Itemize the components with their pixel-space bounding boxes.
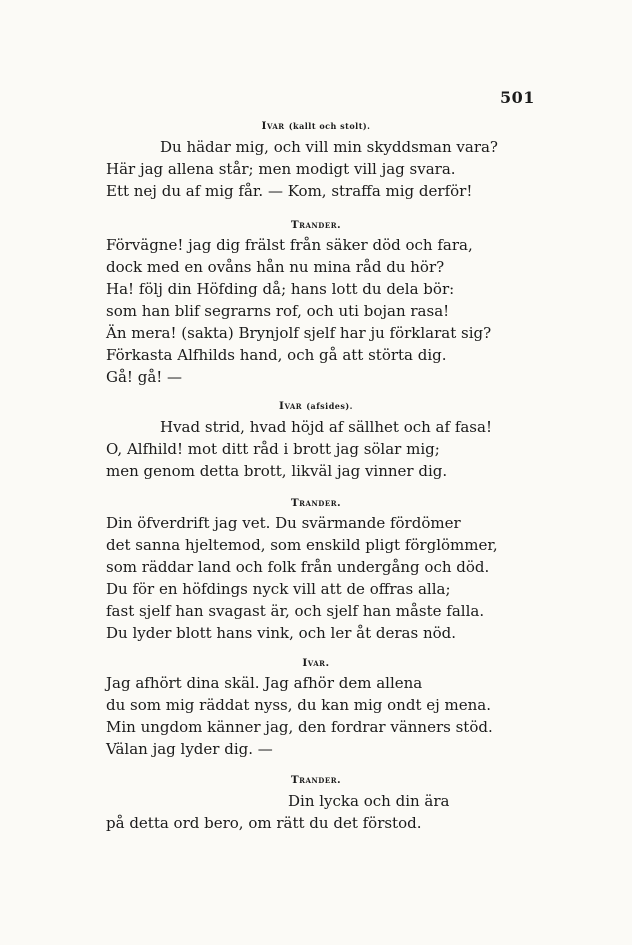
speaker-name: Ivar [261, 120, 285, 132]
stage-direction: (afsides). [306, 401, 353, 411]
verse-line: som räddar land och folk från undergång och död. [106, 558, 490, 576]
speaker-heading [0, 120, 632, 132]
verse-line: Jag afhört dina skäl. Jag afhör dem allena [106, 674, 423, 692]
verse-line: Ha! följ din Höfding då; hans lott du dela bör: [106, 280, 455, 298]
speaker-heading [0, 400, 632, 412]
verse-line: det sanna hjeltemod, som enskild pligt förglömmer, [106, 536, 498, 554]
speaker-heading [0, 774, 632, 786]
verse-line: Gå! gå! — [106, 368, 183, 386]
verse-line: O, Alfhild! mot ditt råd i brott jag sölar mig; [106, 440, 440, 458]
speaker-name: Ivar [279, 400, 303, 412]
speaker-heading [0, 497, 632, 509]
verse-line: Hvad strid, hvad höjd af sällhet och af fasa! [160, 418, 492, 436]
verse-line: Din lycka och din ära [288, 792, 450, 810]
speaker-heading [0, 219, 632, 231]
verse-line: Min ungdom känner jag, den fordrar vänners stöd. [106, 718, 493, 736]
verse-line: Än mera! (sakta) Brynjolf sjelf har ju förklarat sig? [106, 324, 492, 342]
verse-line: som han blif segrarns rof, och uti bojan rasa! [106, 302, 450, 320]
verse-line: Du lyder blott hans vink, och ler åt deras nöd. [106, 624, 457, 642]
verse-line: Förvägne! jag dig frälst från säker död och fara, [106, 236, 473, 254]
page-number: 501 [500, 88, 535, 107]
verse-line: du som mig räddat nyss, du kan mig ondt ej mena. [106, 696, 492, 714]
stage-direction: (kallt och stolt). [288, 121, 371, 131]
verse-line: Din öfverdrift jag vet. Du svärmande fördömer [106, 514, 461, 532]
verse-line: Du för en höfdings nyck vill att de offras alla; [106, 580, 451, 598]
verse-line: Ett nej du af mig får. — Kom, straffa mig derför! [106, 182, 473, 200]
speaker-name: Trander. [290, 497, 342, 509]
verse-line: fast sjelf han svagast är, och sjelf han måste falla. [106, 602, 485, 620]
verse-line: dock med en ovåns hån nu mina råd du hör? [106, 258, 445, 276]
speaker-name: Trander. [290, 219, 342, 231]
verse-line: Välan jag lyder dig. — [106, 740, 273, 758]
verse-line: Förkasta Alfhilds hand, och gå att störta dig. [106, 346, 447, 364]
verse-line: på detta ord bero, om rätt du det förstod. [106, 814, 422, 832]
speaker-name: Trander. [290, 774, 342, 786]
verse-line: Här jag allena står; men modigt vill jag svara. [106, 160, 456, 178]
verse-line: men genom detta brott, likväl jag vinner dig. [106, 462, 448, 480]
speaker-heading [0, 657, 632, 669]
speaker-name: Ivar. [302, 657, 330, 669]
verse-line: Du hädar mig, och vill min skyddsman vara? [160, 138, 498, 156]
